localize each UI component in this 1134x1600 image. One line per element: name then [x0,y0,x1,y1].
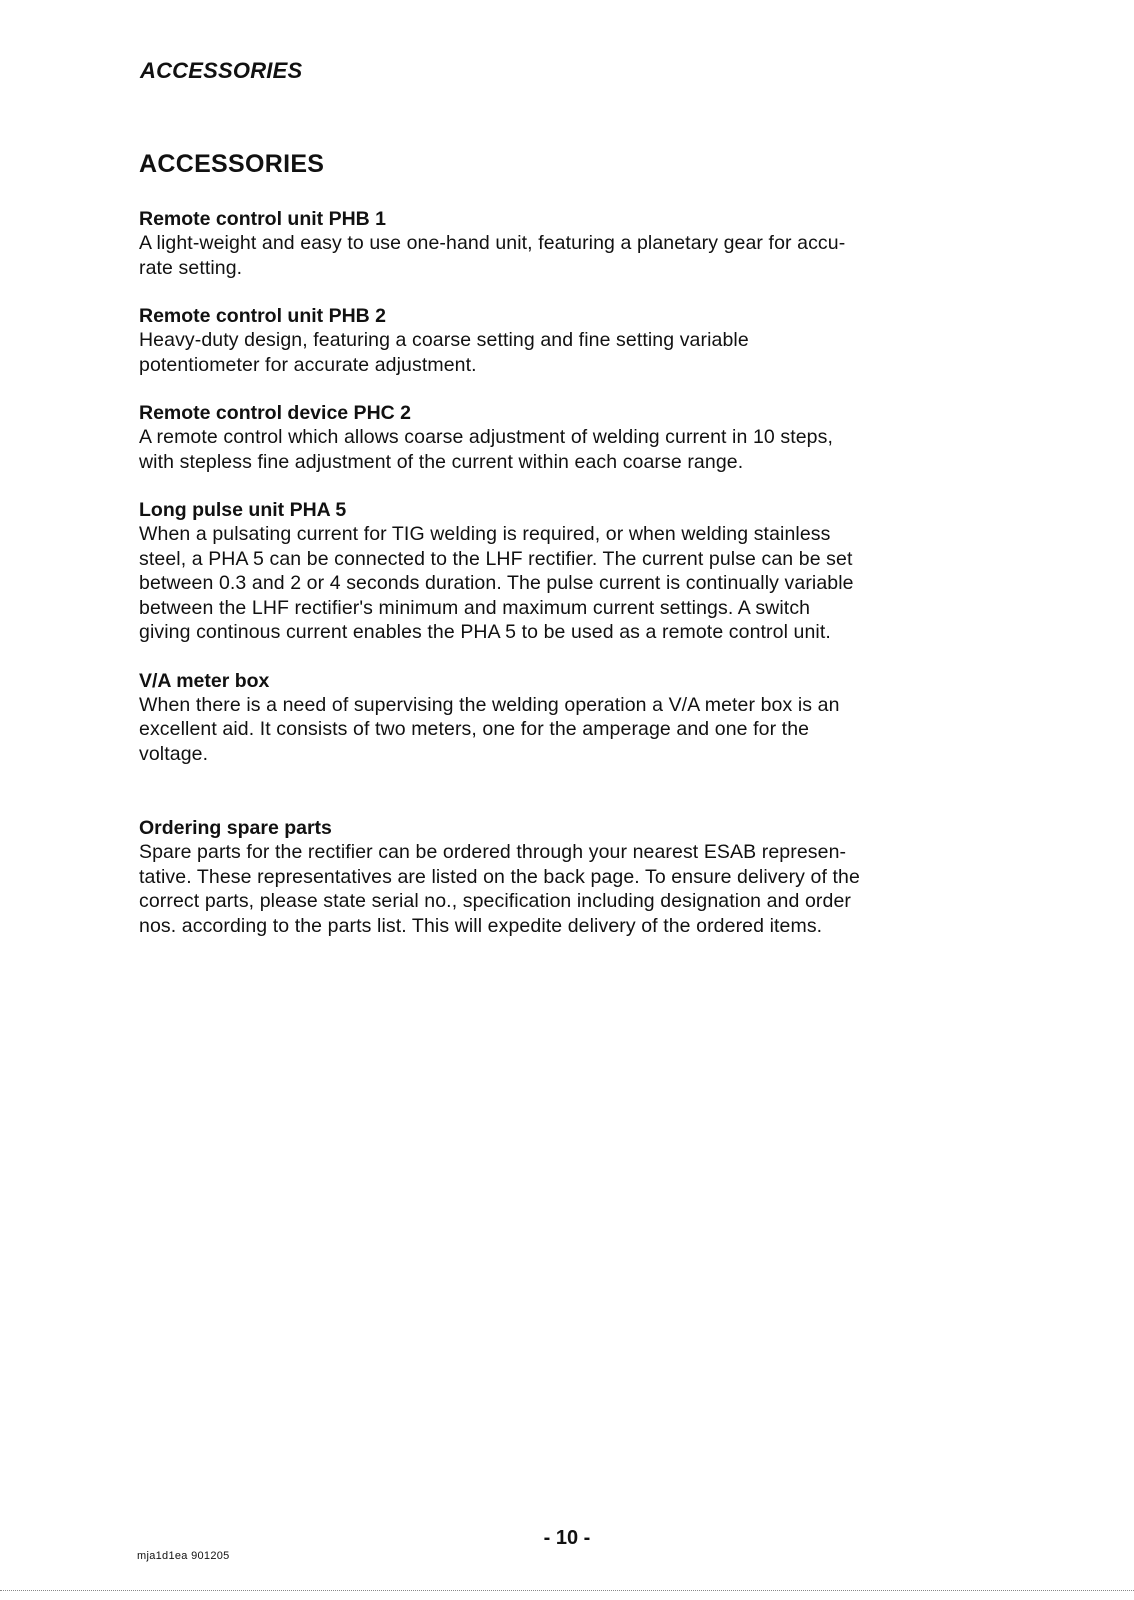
section-body: Spare parts for the rectifier can be ordered through your nearest ESAB represen- tative. These representatives are listed on the back page. To ensure delivery of the correct parts, please state serial no., specification including designation and order nos. according to the parts list. This will expedite delivery of the ordered items. [139,841,860,937]
section-phb1 [139,207,1019,280]
section-body: When a pulsating current for TIG welding is required, or when welding stainless steel, a PHA 5 can be connected to the LHF rectifier. The current pulse can be set between 0.3 and 2 or 4 seconds duration. The pulse current is continually variable between the LHF rectifier's minimum and maximum current settings. A switch giving continous current enables the PHA 5 to be used as a remote control unit. [139,523,854,643]
content [139,207,1019,962]
section-phc2 [139,401,1019,474]
section-heading: Long pulse unit PHA 5 [139,499,347,521]
section-ordering-spare-parts [139,816,1019,938]
section-body: A light-weight and easy to use one-hand unit, featuring a planetary gear for accu- rate setting. [139,232,846,279]
page-number: - 10 - [543,1527,591,1549]
section-body: A remote control which allows coarse adjustment of welding current in 10 steps, with stepless fine adjustment of the current within each coarse range. [139,426,833,473]
page-title: ACCESSORIES [139,150,325,178]
section-body: When there is a need of supervising the welding operation a V/A meter box is an excellent aid. It consists of two meters, one for the amperage and one for the voltage. [139,693,840,765]
section-heading: V/A meter box [139,669,270,692]
section-heading: Remote control device PHC 2 [139,402,411,424]
section-pha5 [139,498,1019,645]
running-header: ACCESSORIES [140,58,303,83]
section-body: Heavy-duty design, featuring a coarse setting and fine setting variable potentiometer for accurate adjustment. [139,329,749,376]
bottom-rule [0,1590,1134,1591]
section-phb2 [139,304,1019,377]
section-heading: Ordering spare parts [139,817,332,839]
section-heading: Remote control unit PHB 1 [139,208,387,230]
section-heading: Remote control unit PHB 2 [139,305,387,327]
document-code: mja1d1ea 901205 [137,1550,230,1562]
section-va-meter-box [139,669,1019,767]
